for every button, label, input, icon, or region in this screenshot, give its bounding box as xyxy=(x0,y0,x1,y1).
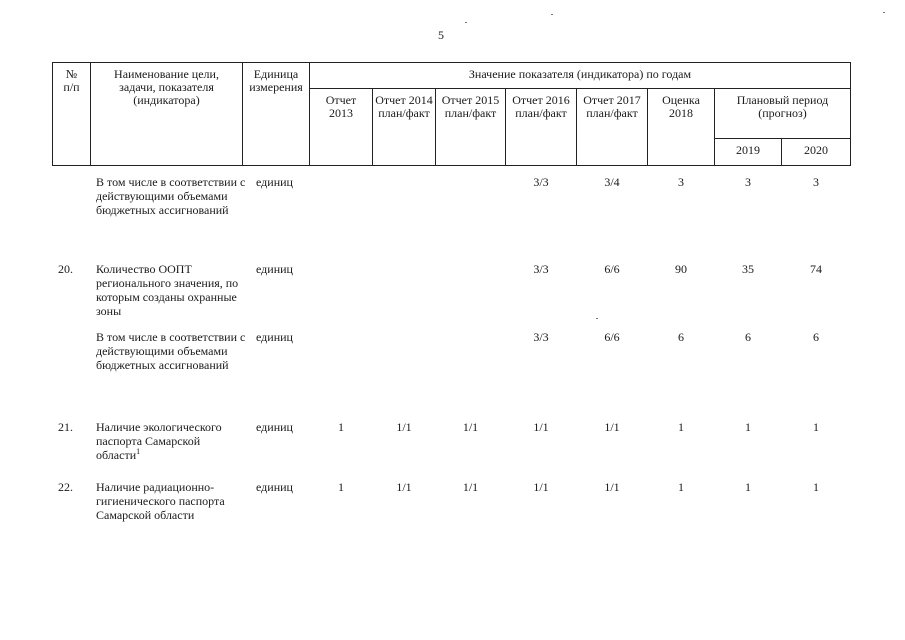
value-2015: 1/1 xyxy=(462,480,479,494)
row-number: 21. xyxy=(58,420,73,434)
value-2017: 3/4 xyxy=(604,175,620,189)
value-2020: 1 xyxy=(813,420,819,434)
header-plan-2019 xyxy=(714,138,782,166)
row-unit: единиц xyxy=(256,480,293,494)
header-col-unit-label: Единица измерения xyxy=(249,67,303,94)
row-unit: единиц xyxy=(256,175,293,189)
header-year-label: Отчет 2017 план/факт xyxy=(583,93,641,120)
row-name: Наличие радиационно-гигиенического паспорта Самарской области xyxy=(96,480,225,522)
header-year-label: Отчет 2014 план/факт xyxy=(375,93,433,120)
value-2017: 6/6 xyxy=(604,330,620,344)
row-unit: единиц xyxy=(256,330,293,344)
row-number: 20. xyxy=(58,262,73,276)
value-2017: 1/1 xyxy=(604,480,620,494)
value-2019: 1 xyxy=(745,480,751,494)
value-2018: 1 xyxy=(678,480,684,494)
header-year-2018 xyxy=(647,88,715,166)
row-name: В том числе в соответствии с действующими объемами бюджетных ассигнований xyxy=(96,175,246,217)
scan-speck xyxy=(596,318,598,319)
header-year-2013 xyxy=(309,88,373,166)
value-2018: 6 xyxy=(678,330,684,344)
value-2017: 1/1 xyxy=(604,420,620,434)
header-col-no xyxy=(52,62,91,166)
value-2018: 1 xyxy=(678,420,684,434)
header-col-name-label: Наименование цели, задачи, показателя (индикатора) xyxy=(114,67,219,107)
value-2016: 3/3 xyxy=(533,175,549,189)
value-2013: 1 xyxy=(338,480,344,494)
header-year-2014 xyxy=(372,88,436,166)
value-2016: 3/3 xyxy=(533,330,549,344)
value-2014: 1/1 xyxy=(396,480,412,494)
header-col-values-label: Значение показателя (индикатора) по годам xyxy=(468,67,692,81)
value-2014: 1/1 xyxy=(396,420,412,434)
value-2020: 1 xyxy=(813,480,819,494)
value-2018: 90 xyxy=(675,262,687,276)
row-unit: единиц xyxy=(256,420,293,434)
header-col-unit xyxy=(242,62,310,166)
header-plan-2020 xyxy=(781,138,851,166)
header-year-2017 xyxy=(576,88,648,166)
page-number: 5 xyxy=(438,28,444,42)
row-name: В том числе в соответствии с действующими объемами бюджетных ассигнований xyxy=(96,330,246,372)
header-col-name xyxy=(90,62,243,166)
header-year-label: Отчет 2016 план/факт xyxy=(512,93,570,120)
header-plan-year-label: 2020 xyxy=(804,143,828,157)
header-plan-period-label: Плановый период (прогноз) xyxy=(736,93,829,120)
header-col-no-label: № п/п xyxy=(63,67,80,94)
value-2018: 3 xyxy=(678,175,684,189)
value-2020: 3 xyxy=(813,175,819,189)
header-year-label: Оценка 2018 xyxy=(662,93,700,120)
row-name xyxy=(96,420,246,462)
value-2016: 3/3 xyxy=(533,262,549,276)
value-2019: 1 xyxy=(745,420,751,434)
scan-speck xyxy=(551,14,553,15)
value-2019: 3 xyxy=(745,175,751,189)
value-2017: 6/6 xyxy=(604,262,620,276)
scan-speck xyxy=(883,12,885,13)
row-name-text: Наличие экологического паспорта Самарской области xyxy=(96,420,222,462)
row-name: Количество ООПТ регионального значения, по которым созданы охранные зоны xyxy=(96,262,239,318)
value-2020: 6 xyxy=(813,330,819,344)
header-year-label: Отчет 2015 план/факт xyxy=(441,93,500,120)
value-2019: 6 xyxy=(745,330,751,344)
header-year-2016 xyxy=(505,88,577,166)
header-plan-year-label: 2019 xyxy=(736,143,760,157)
row-number: 22. xyxy=(58,480,73,494)
header-col-values xyxy=(309,62,851,89)
header-year-2015 xyxy=(435,88,506,166)
value-2020: 74 xyxy=(810,262,822,276)
footnote-marker: 1 xyxy=(136,447,141,456)
scan-speck xyxy=(465,22,467,23)
header-plan-period xyxy=(714,88,851,139)
value-2016: 1/1 xyxy=(533,420,549,434)
value-2013: 1 xyxy=(338,420,344,434)
value-2016: 1/1 xyxy=(533,480,549,494)
value-2019: 35 xyxy=(742,262,754,276)
header-year-label: Отчет 2013 xyxy=(325,93,357,120)
row-unit: единиц xyxy=(256,262,293,276)
value-2015: 1/1 xyxy=(462,420,479,434)
